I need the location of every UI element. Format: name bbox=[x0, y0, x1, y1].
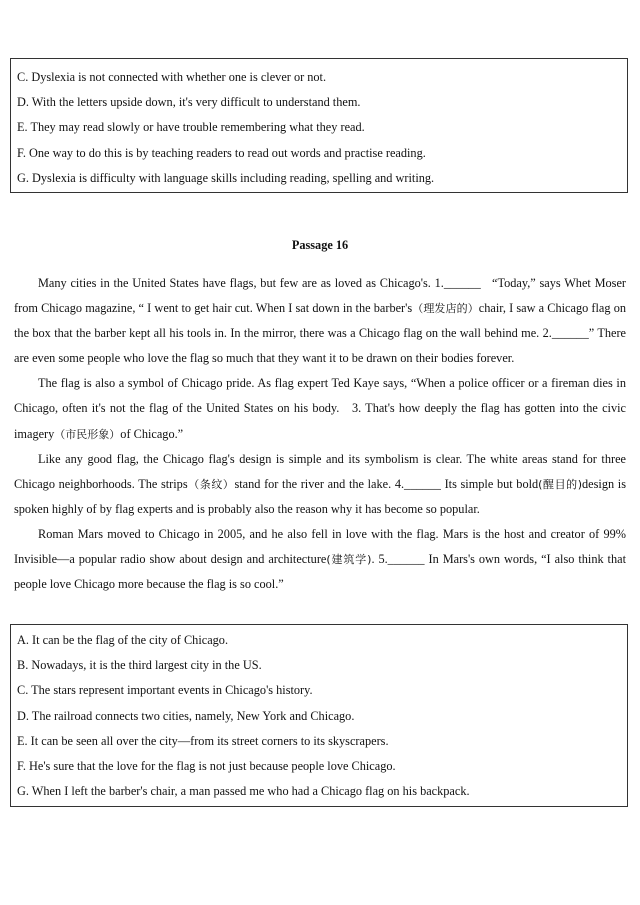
paragraph-3 bbox=[14, 447, 626, 522]
option-f: F. One way to do this is by teaching readers to read out words and practise reading. bbox=[17, 145, 426, 160]
paragraph-2 bbox=[14, 371, 626, 446]
paragraph-4-gloss: (建筑学) bbox=[326, 553, 372, 567]
paragraph-3-text-b: stand for the river and the lake. 4.______ Its simple but bold bbox=[234, 476, 539, 491]
option-d: D. The railroad connects two cities, namely, New York and Chicago. bbox=[17, 708, 355, 723]
paragraph-3-gloss-2: (醒目的) bbox=[538, 477, 583, 491]
passage-body bbox=[14, 271, 626, 597]
paragraph-1-text-a: Many cities in the United States have flags, but few are as loved as Chicago's. 1.______ “Today,” says Whet Moser from Chicago magazine, “ I went to get hair cut. When I sat down in the barber's bbox=[14, 276, 626, 316]
paragraph-2-gloss: （市民形象） bbox=[54, 427, 121, 441]
previous-passage-options-box bbox=[10, 58, 628, 193]
paragraph-4-text-a: Roman Mars moved to Chicago in 2005, and he also fell in love with the flag. Mars is the host and creator of 99% Invisible—a popular radio show about design and architecture bbox=[14, 526, 626, 567]
option-c: C. Dyslexia is not connected with whether one is clever or not. bbox=[17, 70, 327, 84]
paragraph-1 bbox=[14, 271, 626, 371]
paragraph-2-text-a: The flag is also a symbol of Chicago pride. As flag expert Ted Kaye says, “When a police officer or a fireman dies in Chicago, often it's not the flag of the United States on his body. 3. That's how deeply the flag has gotten into the civic imagery bbox=[14, 376, 626, 441]
option-c: C. The stars represent important events in Chicago's history. bbox=[17, 683, 313, 698]
paragraph-2-text-b: of Chicago.” bbox=[120, 426, 184, 441]
paragraph-1-gloss: （理发店的） bbox=[412, 302, 479, 316]
paragraph-4-text-b: . 5.______ In Mars's own words, “I also think that people love Chicago more because the flag is so cool.” bbox=[14, 552, 626, 592]
paragraph-3-gloss-1: （条纹） bbox=[187, 477, 235, 491]
option-f: F. He's sure that the love for the flag is not just because people love Chicago. bbox=[17, 759, 396, 774]
option-g: G. Dyslexia is difficulty with language skills including reading, spelling and writing. bbox=[17, 170, 435, 185]
option-d: D. With the letters upside down, it's very difficult to understand them. bbox=[17, 95, 361, 110]
paragraph-3-text-a: Like any good flag, the Chicago flag's design is simple and its symbolism is clear. The white areas stand for three Chicago neighborhoods. The strips bbox=[14, 451, 626, 491]
paragraph-4 bbox=[14, 522, 626, 597]
option-e: E. It can be seen all over the city—from its street corners to its skyscrapers. bbox=[17, 733, 389, 748]
passage-16-options-box bbox=[10, 624, 628, 807]
passage-title: Passage 16 bbox=[291, 238, 349, 252]
option-a: A. It can be the flag of the city of Chicago. bbox=[17, 633, 229, 647]
option-b: B. Nowadays, it is the third largest city in the US. bbox=[17, 658, 262, 673]
option-g: G. When I left the barber's chair, a man passed me who had a Chicago flag on his backpack. bbox=[17, 784, 470, 799]
paragraph-3-text-c: design is spoken highly of by flag experts and is probably also the reason why it has become so popular. bbox=[14, 476, 626, 516]
option-e: E. They may read slowly or have trouble remembering what they read. bbox=[17, 120, 365, 135]
paragraph-1-text-b: chair, I saw a Chicago flag on the box that the barber kept all his tools in. In the mirror, there was a Chicago flag on the wall behind me. 2.______” There are even some people who love the flag so much that they want it to be drawn on their bodies forever. bbox=[14, 301, 626, 366]
